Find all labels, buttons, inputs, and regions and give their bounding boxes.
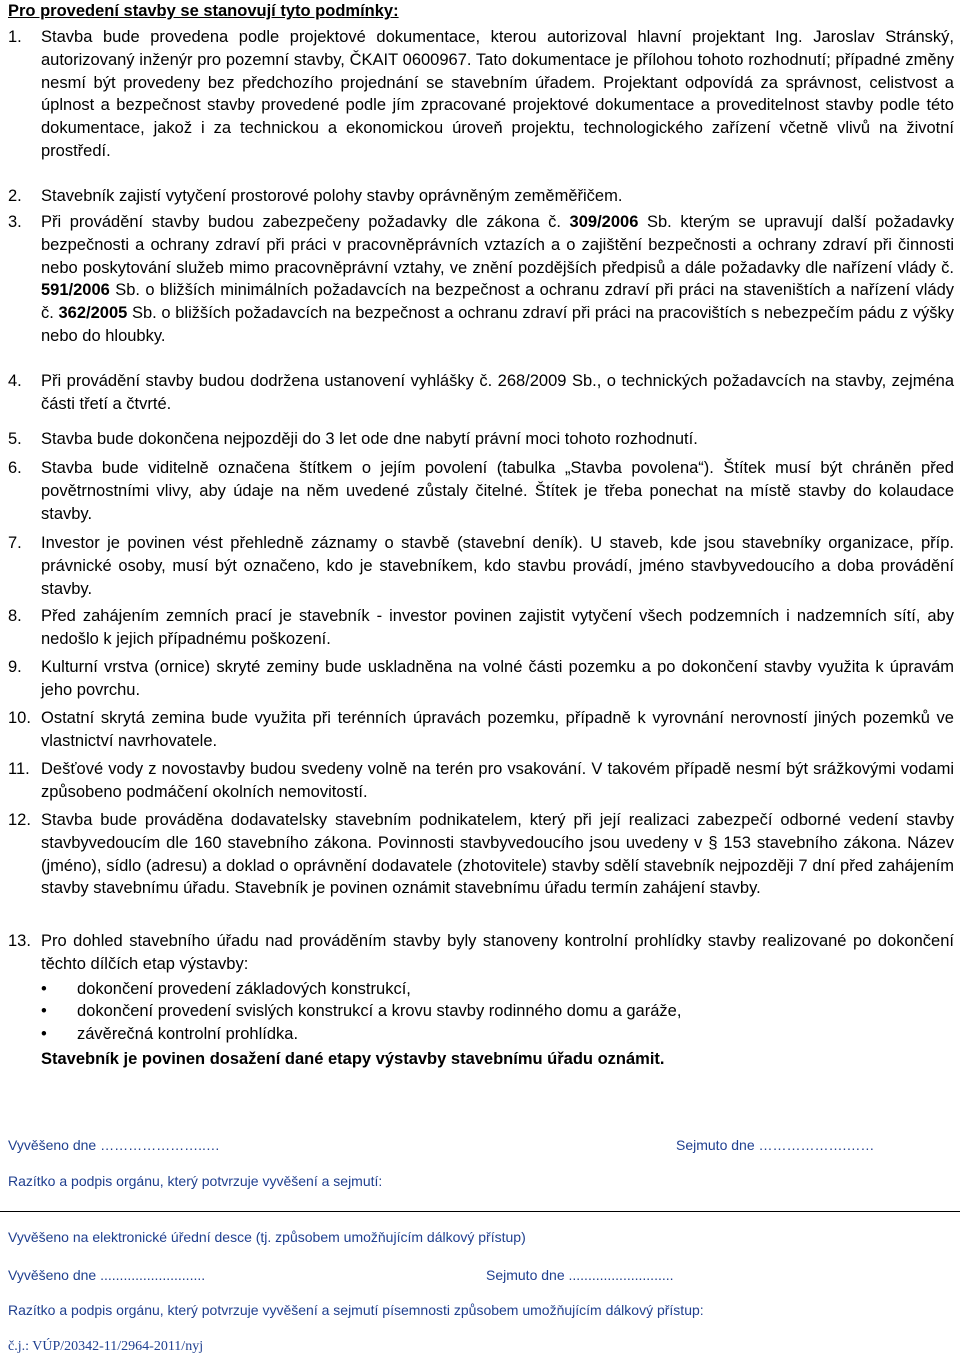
- condition-number: 10.: [8, 709, 31, 727]
- bullet-icon: •: [41, 1002, 47, 1021]
- condition-3: [8, 211, 954, 348]
- condition-text: Stavba bude viditelně označena štítkem o jejím povolení (tabulka „Stavba povolena“). Štítek musí být chráněn před povětrnostními vlivy, aby údaje na něm uvedené zůstaly čitelné. Štítek je třeba ponechat na místě stavby do kolaudace stavby.: [41, 459, 954, 523]
- law-number: 591/2006: [41, 281, 110, 300]
- condition-13: [8, 930, 954, 1071]
- condition-number: 6.: [8, 459, 22, 477]
- posted-date-line: Vyvěšeno dne …………………..…: [8, 1137, 220, 1153]
- condition-9: [8, 656, 954, 702]
- list-item: • závěrečná kontrolní prohlídka.: [41, 1023, 954, 1046]
- law-number: 309/2006: [569, 213, 639, 231]
- stage-list: [41, 978, 954, 1046]
- condition-11: [8, 758, 954, 804]
- bullet-icon: •: [41, 1025, 47, 1044]
- condition-number: 5.: [8, 430, 22, 448]
- condition-4: [8, 370, 954, 416]
- stamp-signature-label: Razítko a podpis orgánu, který potvrzuje vyvěšení a sejmutí:: [8, 1173, 383, 1189]
- condition-text: Při provádění stavby budou dodržena ustanovení vyhlášky č. 268/2009 Sb., o technických požadavcích na stavby, zejména části třetí a čtvrté.: [41, 372, 954, 413]
- list-item: • dokončení provedení svislých konstrukcí a krovu stavby rodinného domu a garáže,: [41, 1000, 954, 1023]
- electronic-board-note: Vyvěšeno na elektronické úřední desce (tj. způsobem umožňujícím dálkový přístup): [8, 1229, 526, 1245]
- condition-text: Investor je povinen vést přehledně záznamy o stavbě (stavební deník). U staveb, kde jsou stavebníky organizace, příp. právnické osoby, musí být označeno, kdo je stavebníkem, kdo stavbu provádí, jméno stavbyvedoucího a doba provádění stavby.: [41, 534, 954, 598]
- condition-10: [8, 707, 954, 753]
- law-number: 362/2005: [58, 304, 128, 323]
- condition-number: 13.: [8, 932, 31, 950]
- divider: [0, 1211, 960, 1212]
- condition-number: 4.: [8, 372, 22, 390]
- list-item: • dokončení provedení základových konstrukcí,: [41, 978, 954, 1001]
- condition-7: [8, 532, 954, 600]
- condition-2: [8, 185, 954, 208]
- final-statement: Stavebník je povinen dosažení dané etapy výstavby stavebnímu úřadu oznámit.: [41, 1049, 665, 1068]
- condition-number: 11.: [8, 760, 30, 778]
- page-heading: Pro provedení stavby se stanovují tyto podmínky:: [8, 2, 399, 20]
- removed-date-line: Sejmuto dne ……………….……: [676, 1137, 875, 1153]
- condition-5: [8, 428, 954, 451]
- condition-text: Kulturní vrstva (ornice) skryté zeminy bude uskladněna na volné části pozemku a po dokončení stavby využita k úpravám jeho povrchu.: [41, 658, 954, 699]
- condition-text: Dešťové vody z novostavby budou svedeny volně na terén pro vsakování. V takovém případě nesmí být srážkovými vodami způsobeno podmáčení okolních nemovitostí.: [41, 760, 954, 801]
- condition-text: Stavebník zajistí vytyčení prostorové polohy stavby oprávněným zeměměřičem.: [41, 187, 623, 205]
- condition-number: 1.: [8, 28, 22, 46]
- condition-1: [8, 26, 954, 163]
- condition-8: [8, 605, 954, 651]
- condition-number: 8.: [8, 607, 22, 625]
- condition-text: Pro dohled stavebního úřadu nad prováděním stavby byly stanoveny kontrolní prohlídky stavby realizované po dokončení těchto dílčích etap výstavby:: [41, 932, 954, 973]
- condition-number: 9.: [8, 658, 22, 676]
- condition-text: Před zahájením zemních prací je stavebník - investor povinen zajistit vytyčení všech podzemních i nadzemních sítí, aby nedošlo k jejich případnému poškození.: [41, 607, 954, 648]
- condition-text: Stavba bude dokončena nejpozději do 3 let ode dne nabytí právní moci tohoto rozhodnutí.: [41, 430, 698, 448]
- condition-text: Stavba bude prováděna dodavatelsky stavebním podnikatelem, který při její realizaci zabezpečí odborné vedení stavby stavbyvedoucím dle 160 stavebního zákona. Povinnosti stavbyvedoucího jsou uvedeny v § 153 stavebního zákona. Název (jméno), sídlo (adresu) a doklad o oprávnění dodavatele (zhotovitele) stavby sdělí stavebník nejpozději 7 dní před zahájením stavby stavebnímu úřadu. Stavebník je povinen oznámit stavebnímu úřadu termín zahájení stavby.: [41, 811, 954, 898]
- removed-date-line-2: Sejmuto dne ...........................: [486, 1267, 674, 1283]
- condition-number: 7.: [8, 534, 22, 552]
- posted-date-line-2: Vyvěšeno dne ...........................: [8, 1267, 206, 1283]
- condition-text: Stavba bude provedena podle projektové dokumentace, kterou autorizoval hlavní projektant Ing. Jaroslav Stránský, autorizovaný inženýr pro pozemní stavby, ČKAIT 0600967. Tato dokumentace je přílohou tohoto rozhodnutí; případné změny nesmí být provedeny bez předchozího projednání se stavebním úřadem. Projektant odpovídá za správnost, celistvost a úplnost a bezpečnost stavby provedené podle jím zpracované projektové dokumentace a proveditelnost stavby podle této dokumentace, jakož i za technickou a ekonomickou úroveň projektu, technologického zařízení včetně vlivů na životní prostředí.: [41, 28, 954, 160]
- bullet-icon: •: [41, 979, 47, 998]
- condition-12: [8, 809, 954, 900]
- condition-text: Při provádění stavby budou zabezpečeny požadavky dle zákona č. 309/2006 Sb. kterým se upravují další požadavky bezpečnosti a ochrany zdraví při práci v pracovněprávních vztazích a o zajištění bezpečnosti a ochrany zdraví při činnosti nebo poskytování služeb mimo pracovněprávní vztahy, ve znění pozdějších předpisů a dále požadavky dle nařízení vlády č. 591/2006 Sb. o bližších minimálních požadavcích na bezpečnost a ochranu zdraví při práci na staveništích a nařízení vlády č. 362/2005 Sb. o bližších požadavcích na bezpečnost a ochranu zdraví při práci na pracovištích s nebezpečím pádu z výšky nebo do hloubky.: [41, 213, 954, 345]
- condition-number: 2.: [8, 187, 22, 205]
- condition-number: 12.: [8, 811, 31, 829]
- stamp-signature-label-2: Razítko a podpis orgánu, který potvrzuje vyvěšení a sejmutí písemnosti způsobem umožňujícím dálkový přístup:: [8, 1302, 704, 1318]
- reference-number: č.j.: VÚP/20342-11/2964-2011/nyj: [8, 1339, 204, 1354]
- condition-number: 3.: [8, 213, 22, 231]
- condition-text: Ostatní skrytá zemina bude využita při terénních úpravách pozemku, případně k vyrovnání nerovností jiných pozemků ve vlastnictví navrhovatele.: [41, 709, 954, 750]
- condition-6: [8, 457, 954, 525]
